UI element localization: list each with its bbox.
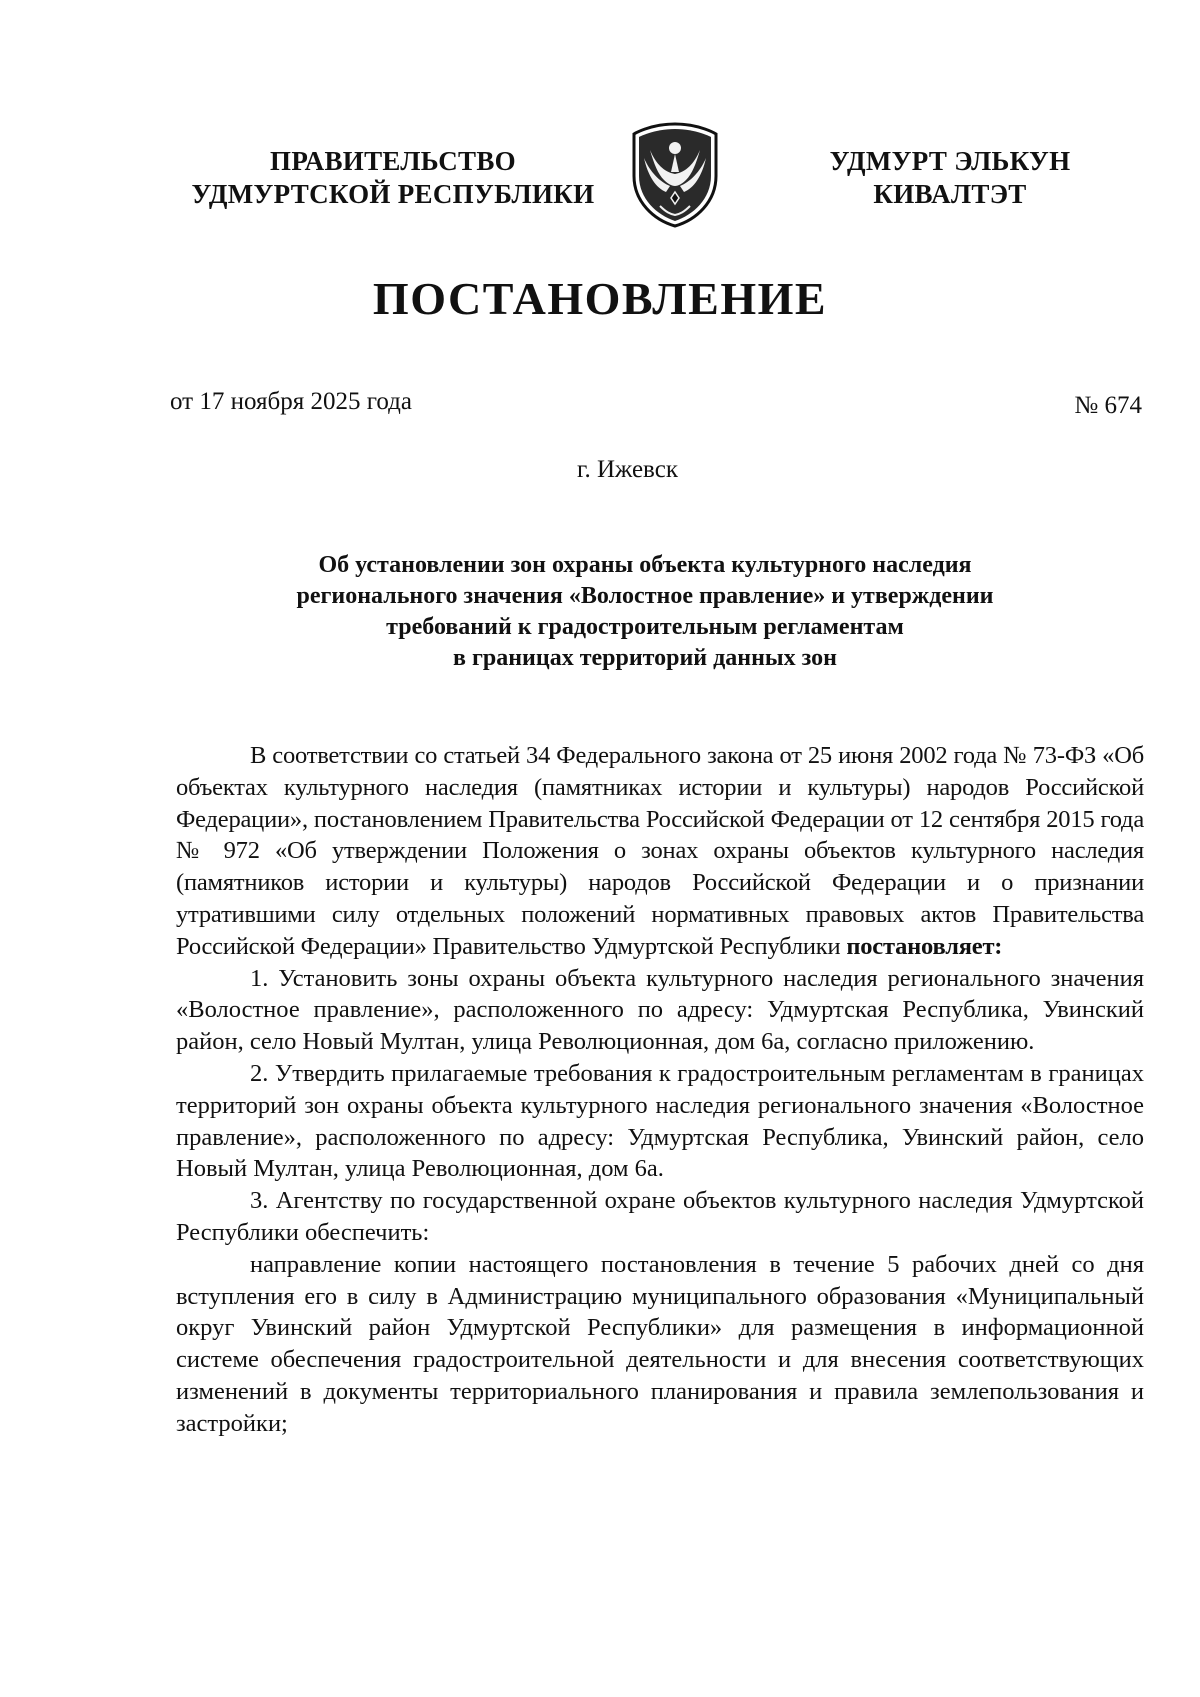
document-type-heading: ПОСТАНОВЛЕНИЕ (372, 273, 828, 324)
document-number: № 674 (1074, 392, 1142, 419)
title-line-4: в границах территорий данных зон (453, 645, 837, 671)
resolves-word: постановляет: (846, 932, 1003, 960)
issuer-udmurt-line-1: УДМУРТ ЭЛЬКУН (829, 146, 1071, 176)
item-3-paragraph: 3. Агентству по государственной охране объектов культурного наследия Удмуртской Республики обеспечить: (176, 1187, 1144, 1246)
title-line-3: требований к градостроительным регламентам (386, 614, 904, 640)
issuer-line-2: УДМУРТСКОЙ РЕСПУБЛИКИ (191, 179, 595, 209)
issuer-name-russian (178, 145, 608, 211)
coat-of-arms-udmurtia-icon (630, 120, 720, 230)
document-body (176, 740, 1144, 1440)
issuer-udmurt-line-2: КИВАЛТЭТ (873, 179, 1027, 209)
issuer-name-udmurt (815, 145, 1085, 211)
title-line-1: Об установлении зон охраны объекта культурного наследия (318, 552, 972, 578)
preamble-paragraph (176, 740, 1144, 963)
preamble-text: В соответствии со статьей 34 Федерального закона от 25 июня 2002 года № 73-ФЗ «Об объектах культурного наследия (памятниках истории и культуры) народов Российской Федерации», постановлением Правительства Российской Федерации от 12 сентября 2015 года № 972 «Об утверждении Положения о зонах охраны объектов культурного наследия (памятников истории и культуры) народов Российской Федерации и о признании утратившими силу отдельных положений нормативных правовых актов Правительства Российской Федерации» Правительство Удмуртской Республики (176, 742, 1144, 960)
document-title (180, 550, 1110, 674)
document-city: г. Ижевск (577, 456, 678, 483)
title-line-2: регионального значения «Волостное правление» и утверждении (296, 583, 994, 609)
issuer-line-1: ПРАВИТЕЛЬСТВО (270, 146, 516, 176)
document-date: от 17 ноября 2025 года (170, 388, 412, 415)
item-1-paragraph: 1. Установить зоны охраны объекта культурного наследия регионального значения «Волостное правление», расположенного по адресу: Удмуртская Республика, Увинский район, село Новый Мултан, улица Революционная, дом 6а, согласно приложению. (176, 964, 1144, 1056)
item-3-subitem-1-paragraph: направление копии настоящего постановления в течение 5 рабочих дней со дня вступления его в силу в Администрацию муниципального образования «Муниципальный округ Увинский район Удмуртской Республики» для размещения в информационной системе обеспечения градостроительной деятельности и для внесения соответствующих изменений в документы территориального планирования и правила землепользования и застройки; (176, 1250, 1144, 1437)
item-2-paragraph: 2. Утвердить прилагаемые требования к градостроительным регламентам в границах территорий зон охраны объекта культурного наследия регионального значения «Волостное правление», расположенного по адресу: Удмуртская Республика, Увинский район, село Новый Мултан, улица Революционная, дом 6а. (176, 1059, 1144, 1183)
